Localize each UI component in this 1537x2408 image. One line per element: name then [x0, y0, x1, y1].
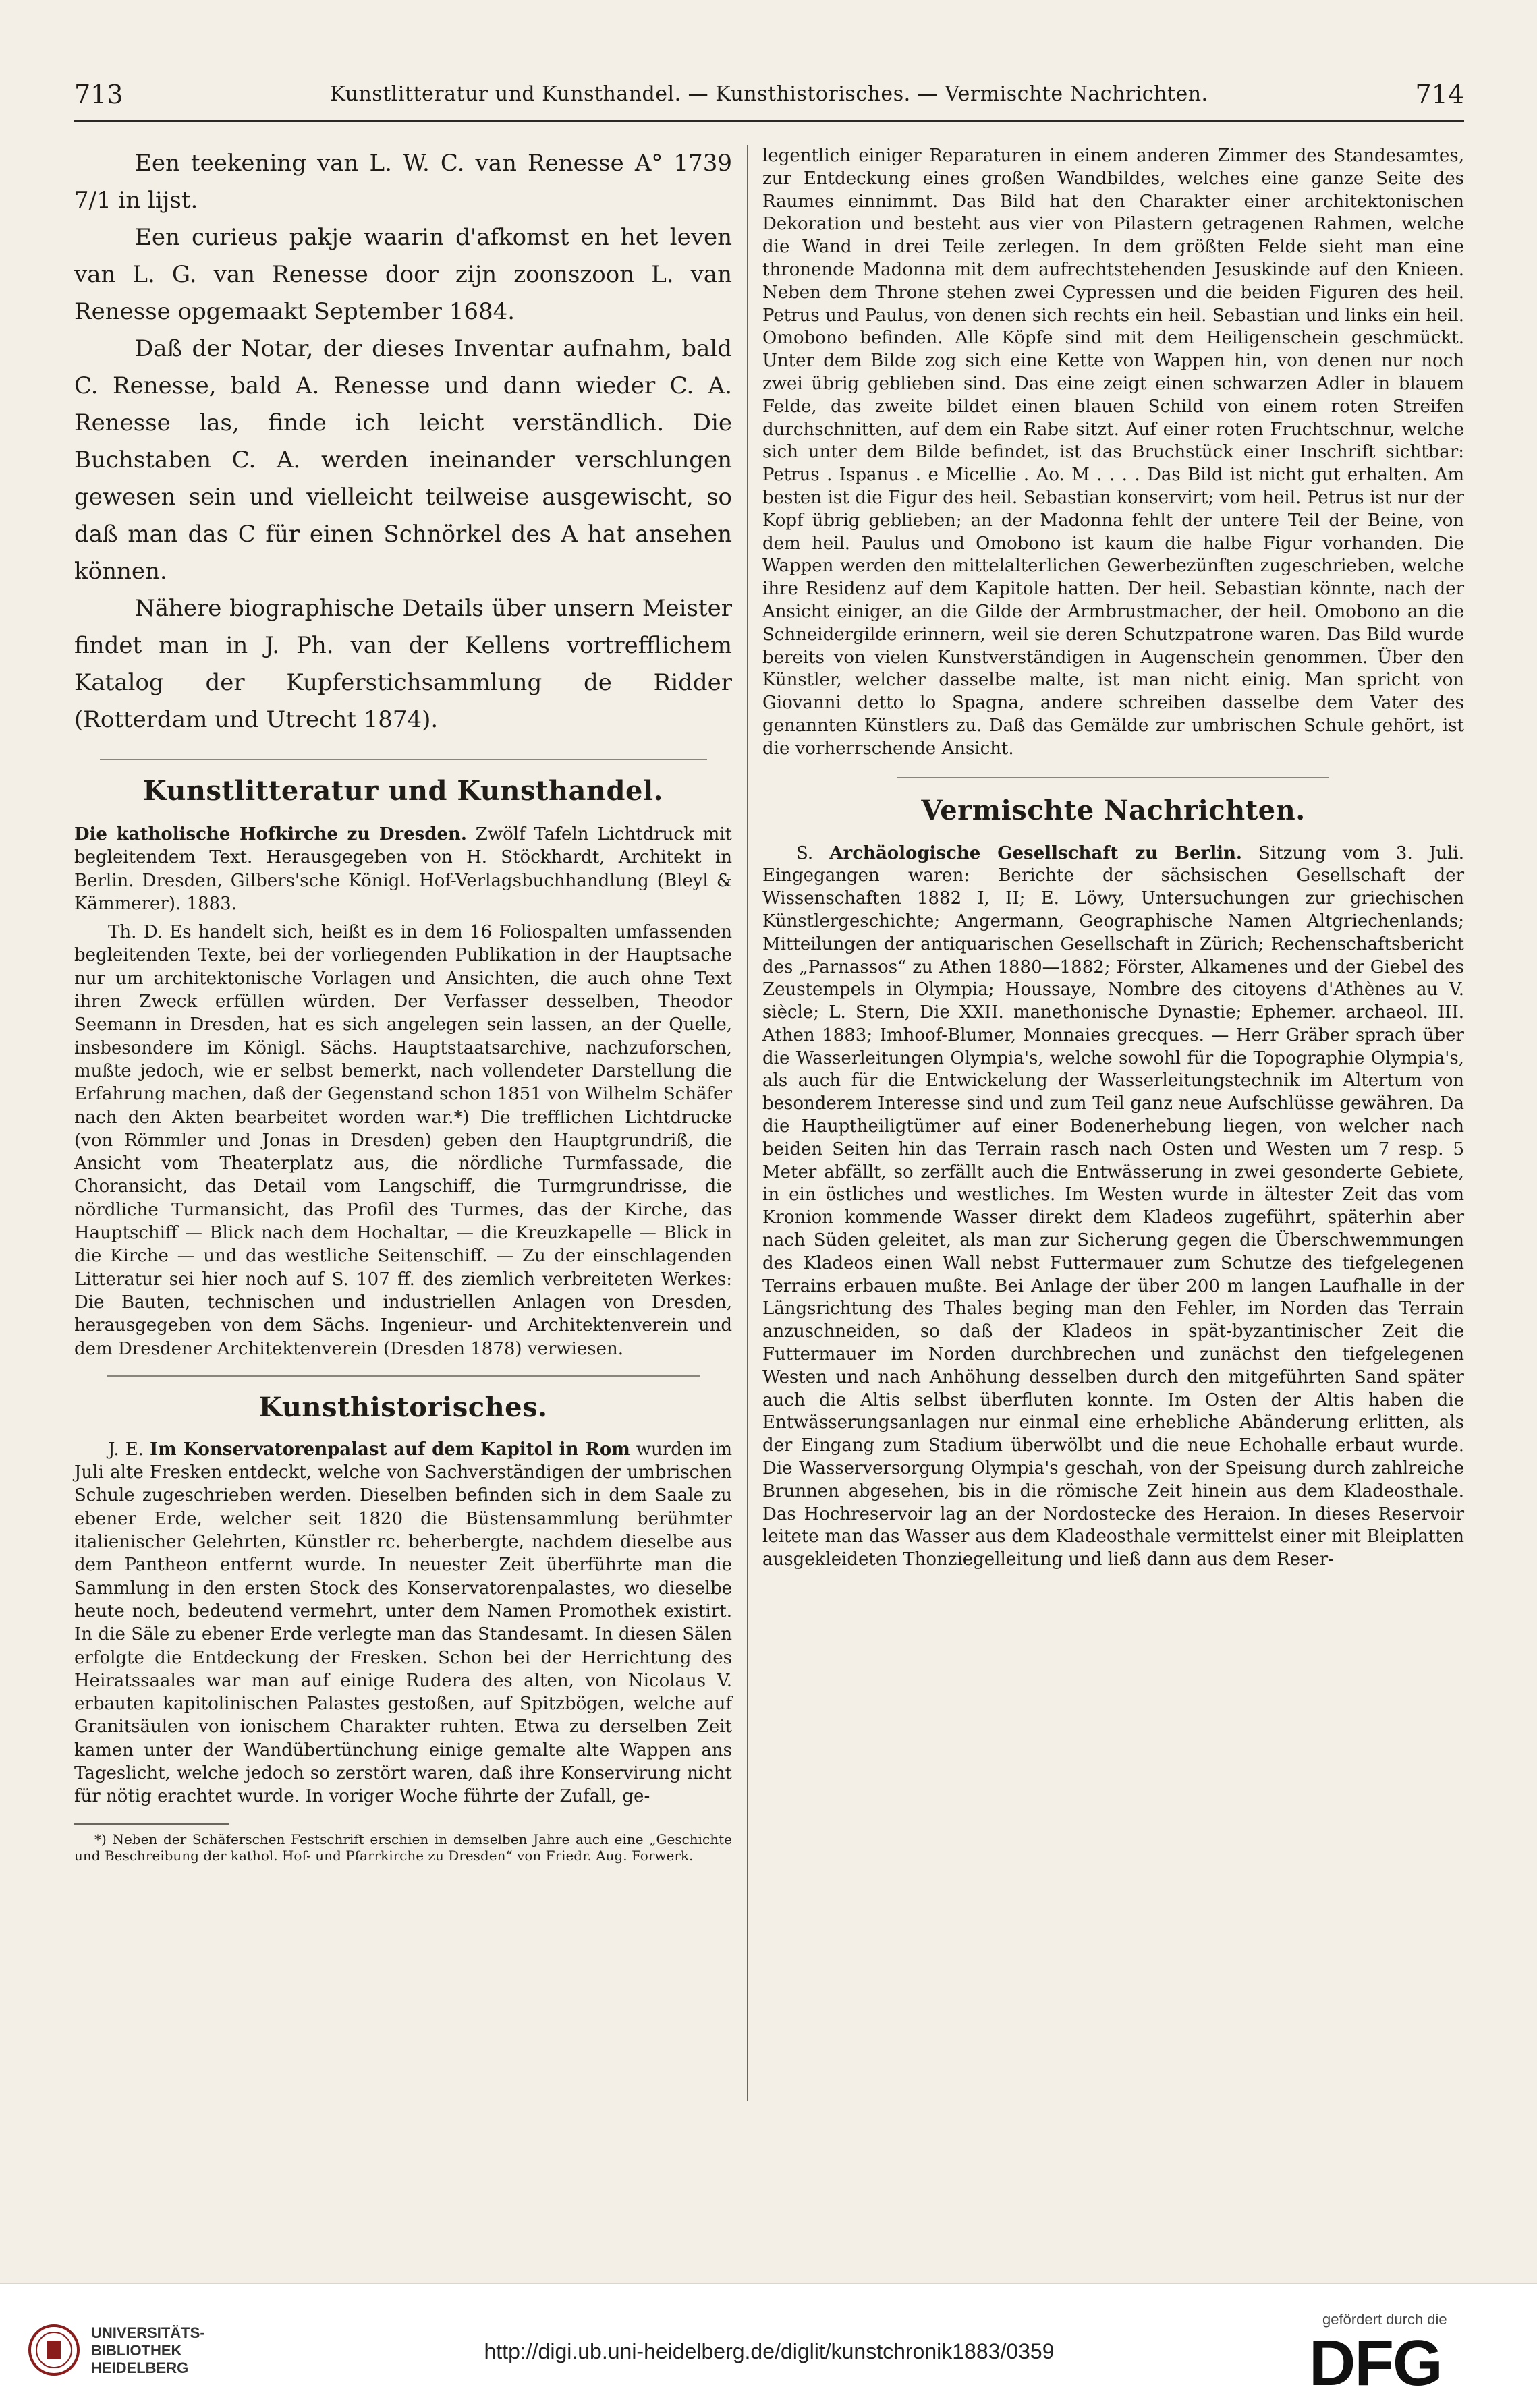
intro-paragraph-2: Een curieus pakje waarin d'afkomst en het leven van L. G. van Renesse door zijn zoonszoon L. van Renesse opgemaakt September 1684.: [74, 224, 732, 325]
library-name-line: HEIDELBERG: [91, 2359, 189, 2376]
article-lead: Im Konservatorenpalast auf dem Kapitol in Rom: [150, 1439, 630, 1460]
intro-paragraph-4: Nähere biographische Details über unsern Meister findet man in J. Ph. van der Kellens vortrefflichem Katalog der Kupferstichsammlung de Ridder (Rotterdam und Utrecht 1874).: [74, 595, 732, 733]
book-review: Th. D. Es handelt sich, heißt es in dem 16 Foliospalten umfassenden begleitenden Texte, bei der vorliegenden Publikation in der Hauptsache nur um architektonische Vorlagen und Ansichten, die auch ohne Text ihren Zweck erfüllen würden. Der Verfasser desselben, Theodor Seemann in Dresden, hat es sich angelegen sein lassen, an der Quelle, insbesondere im Königl. Sächs. Hauptstaatsarchive, nachzuforschen, mußte jedoch, wie er selbst bemerkt, nach vollendeter Darstellung die Erfahrung machen, daß der Gegenstand schon 1851 von Wilhelm Schäfer nach den Akten bearbeitet worden war.*) Die trefflichen Lichtdrucke (von Römmler und Jonas in Dresden) geben den Hauptgrundriß, die Ansicht vom Theaterplatz aus, die nördliche Turmfassade, die Choransicht, das Detail vom Langschiff, die Turmgrundrisse, die nördliche Turmansicht, das Profil des Turmes, das der Kirche, das Hauptschiff — Blick nach dem Hochaltar, — die Kreuzkapelle — Blick in die Kirche — und das westliche Seitenschiff. — Zu der einschlagenden Litteratur sei hier noch auf S. 107 ff. des ziemlich verbreiteten Werkes: Die Bauten, technischen und industriellen Anlagen von Dresden, herausgegeben von dem Sächs. Ingenieur- und Architektenverein und dem Dresdener Architektenverein (Dresden 1878) verwiesen.: [74, 922, 732, 1359]
article-author: S.: [796, 842, 830, 863]
section-title-kunsthistorisches: Kunsthistorisches.: [258, 1391, 548, 1423]
footnote-rule: [74, 1823, 229, 1825]
section-title-vermischte-nachrichten: Vermischte Nachrichten.: [921, 794, 1306, 826]
article-text: wurden im Juli alte Fresken entdeckt, welche von Sachverständigen der umbrischen Schule zugeschrieben werden. Dieselben befinden sich in dem Saale zu ebener Erde, welcher seit 1820 die Büstensammlung berühmter italienischer Gelehrten, Künstler rc. beherbergte, nachdem dieselbe aus dem Pantheon entfernt wurde. In neuester Zeit überführte man die Sammlung in den ersten Stock des Konservatorenpalastes, wo dieselbe heute noch, bedeutend vermehrt, unter dem Namen Promothek existirt. In die Säle zu ebener Erde verlegte man das Standesamt. In diesen Sälen erfolgte die Entdeckung der Fresken. Schon bei der Herrichtung des Heiratssaales war man auf einige Rudera des alten, von Nicolaus V. erbauten kapitolinischen Palastes gestoßen, auf Spitzbögen, welche auf Granitsäulen von ionischem Charakter ruhten. Etwa zu derselben Zeit kamen unter der Wandübertünchung einige gemalte alte Wappen ans Tageslicht, welche jedoch so zerstört waren, daß ihre Konservirung nicht für nötig erachtet wurde. In voriger Woche führte der Zufall, ge-: [74, 1439, 732, 1807]
right-column: [762, 145, 1464, 1572]
article-text: Sitzung vom 3. Juli. Eingegangen waren: Berichte der sächsischen Gesellschaft der Wissenschaften 1882 I, II; E. Löwy, Untersuchungen zur griechischen Künstlergeschichte; Angermann, Geographische Namen Altgriechenlands; Mitteilungen der antiquarischen Gesellschaft in Zürich; Rechenschaftsbericht des „Parnassos“ zu Athen 1880—1882; Förster, Alkamenes und der Giebel des Zeustempels in Olympia; Houssaye, Nombre des citoyens d'Athènes au V. siècle; L. Stern, Die XXII. manethonische Dynastie; Ephemer. archaeol. III. Athen 1883; Imhoof-Blumer, Monnaies grecques. — Herr Gräber sprach über die Wasserleitungen Olympia's, welche sowohl für die Topographie Olympia's, als auch für die Entwickelung der Wasserleitungstechnik im Altertum von besonderem Interesse sind und zum Teil ganz neue Aufschlüsse gewähren. Da die Hauptheiligtümer auf einer Bodenerhebung liegen, von welcher nach beiden Seiten hin das Terrain rasch nach Osten und Westen um 7 resp. 5 Meter abfällt, so zerfällt auch die Entwässerung in zwei gesonderte Gebiete, in ein östliches und westliches. Im Westen wurde in ältester Zeit das vom Kronion kommende Wasser direkt dem Kladeos zugeführt, späterhin aber nach Süden geleitet, als man zur Sicherung gegen die Überschwemmungen des Kladeos einen Wall nebst Futtermauer zum Schutze des tiefgelegenen Terrains erbauen mußte. Bei Anlage der über 200 m langen Laufhalle in der Längsrichtung des Thales beging man den Fehler, im Norden das Terrain anzuschneiden, so daß der Kladeos in spät-byzantinischer Zeit die Futtermauer im Norden durchbrechen und zunächst den tiefgelegenen Westen und nach Anhöhung desselben durch den mitgeführten Sand später auch die Altis selbst überfluten konnte. Im Osten der Altis haben die Entwässerungsanlagen nur einmal eine erhebliche Abänderung erlitten, als der Eingang zum Stadium überwölbt und die neue Echohalle erbaut wurde. Die Wasserversorgung Olympia's geschah, von der Speisung durch zahlreiche Brunnen abgesehen, bis in die römische Zeit hinein aus dem Kladeosthale. Das Hochreservoir lag an der Nordostecke des Heraion. In dieses Reservoir leitete man das Wasser aus dem Kladeosthale vermittelst einer mit Bleiplatten ausgekleideten Thonziegelleitung und ließ dann aus dem Reser-: [762, 842, 1464, 1570]
book-entry: [74, 823, 732, 915]
library-footer: [0, 2283, 1537, 2408]
book-details: Zwölf Tafeln Lichtdruck mit begleitendem Text. Herausgegeben von H. Stöckhardt, Architekt in Berlin. Dresden, Gilbers'sche Königl. Hof-Verlagsbuchhandlung (Bleyl & Kämmerer). 1883.: [74, 824, 732, 914]
page-number-left: 713: [74, 80, 123, 109]
page-header: [74, 80, 1464, 122]
article-author: J. E.: [108, 1439, 150, 1460]
book-title: Die katholische Hofkirche zu Dresden.: [74, 824, 467, 844]
intro-paragraph-1: Een teekening van L. W. C. van Renesse A° 1739 7/1 in lijst.: [74, 150, 732, 214]
permalink-url[interactable]: http://digi.ub.uni-heidelberg.de/diglit/kunstchronik1883/0359: [484, 2339, 1055, 2363]
running-title: Kunstlitteratur und Kunsthandel. — Kunsthistorisches. — Vermischte Nachrichten.: [330, 82, 1208, 106]
library-name-line: BIBLIOTHEK: [91, 2342, 182, 2359]
dfg-logo: DFG: [1309, 2327, 1442, 2399]
footnote: *) Neben der Schäferschen Festschrift erschien in demselben Jahre auch eine „Geschichte und Beschreibung der kathol. Hof- und Pfarrkirche zu Dresden“ von Friedr. Aug. Forwerk.: [74, 1831, 732, 1864]
section-separator: [897, 777, 1329, 778]
vermischte-article: [762, 842, 1464, 1572]
section-title-kunstlitteratur: Kunstlitteratur und Kunsthandel.: [142, 775, 664, 807]
library-name: [91, 2324, 205, 2377]
university-seal-icon: [27, 2323, 81, 2377]
column-divider: [747, 145, 748, 2101]
funded-by-label: gefördert durch die: [1322, 2311, 1447, 2328]
kunsthistorisches-article: [74, 1438, 732, 1808]
library-name-line: UNIVERSITÄTS-: [91, 2324, 205, 2341]
section-separator: [107, 1375, 700, 1377]
continued-article: legentlich einiger Reparaturen in einem anderen Zimmer des Standesamtes, zur Entdeckung eines großen Wandbildes, welches eine ganze Seite des Raumes einnimmt. Das Bild hat den Charakter einer architektonischen Dekoration und besteht aus vier von Pilastern getragenen Rahmen, welche die Wand in drei Teile zerlegen. In dem größten Felde sieht man eine thronende Madonna mit dem aufrechtstehenden Jesuskinde auf den Knieen. Neben dem Throne stehen zwei Cypressen und die beiden Figuren des heil. Petrus und Paulus, von denen sich rechts ein heil. Sebastian und links ein heil. Omobono befinden. Alle Köpfe sind mit dem Heiligenschein geschmückt. Unter dem Bilde zog sich eine Kette von Wappen hin, von denen nur noch zwei übrig geblieben sind. Das eine zeigt einen schwarzen Adler in blauem Felde, das zweite bildet einen blauen Schild von einem roten Streifen durchschnitten, auf dem ein Rabe sitzt. Auf einer roten Fruchtschnur, welche sich unter dem Bilde befindet, ist das Bruchstück einer Inschrift sichtbar: Petrus . Ispanus . e Micellie . Ao. M . . . . Das Bild ist nicht gut erhalten. Am besten ist die Figur des heil. Sebastian konservirt; vom heil. Petrus ist nur der Kopf übrig geblieben; an der Madonna fehlt der untere Teil der Beine, von dem heil. Paulus und Omobono ist kaum die halbe Figur vorhanden. Die Wappen werden den mittelalterlichen Gewerbezünften zugeschrieben, welche ihre Residenz auf dem Kapitole hatten. Der heil. Sebastian könnte, nach der Ansicht einiger, an die Gilde der Armbrustmacher, der heil. Omobono an die Schneidergilde erinnern, weil sie deren Schutzpatrone waren. Das Bild wurde bereits von vielen Kunstverständigen in Augenschein genommen. Über den Künstler, welcher dasselbe malte, ist man nicht einig. Man spricht von Giovanni detto lo Spagna, andere schreiben dasselbe dem Vater des genannten Künstlers zu. Daß das Gemälde zur umbrischen Schule gehört, ist die vorherrschende Ansicht.: [762, 146, 1464, 759]
left-column: [74, 145, 732, 1864]
intro-paragraph-3: Daß der Notar, der dieses Inventar aufnahm, bald C. Renesse, bald A. Renesse und dann wieder C. A. Renesse las, finde ich leicht verständlich. Die Buchstaben C. A. werden ineinander verschlungen gewesen sein und vielleicht teilweise ausgewischt, so daß man das C für einen Schnörkel des A hat ansehen können.: [74, 335, 732, 585]
article-lead: Archäologische Gesellschaft zu Berlin.: [829, 842, 1242, 863]
section-separator: [100, 759, 707, 760]
page-number-right: 714: [1415, 80, 1464, 109]
